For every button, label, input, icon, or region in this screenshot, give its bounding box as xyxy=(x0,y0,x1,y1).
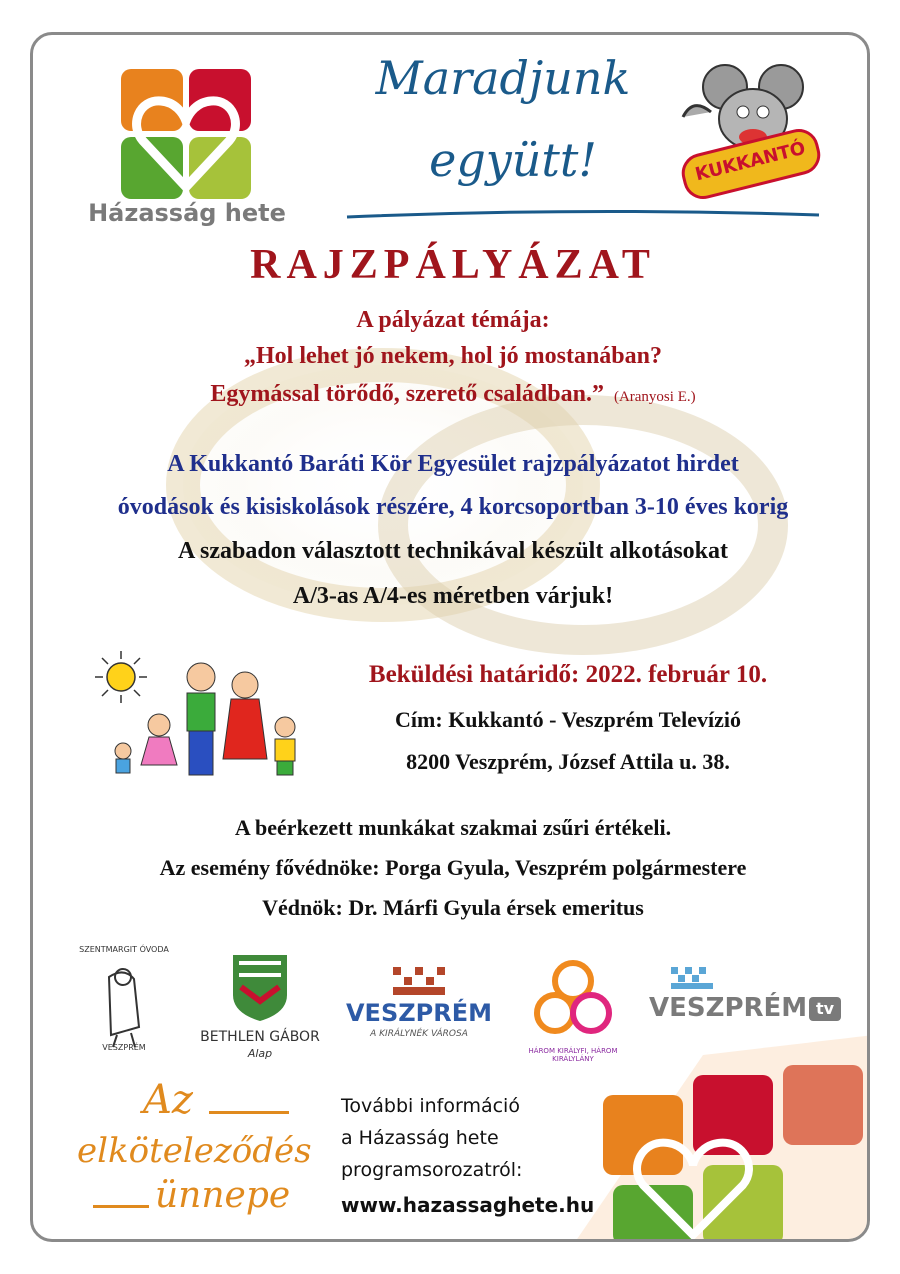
quote-author: (Aranyosi E.) xyxy=(613,389,696,405)
szentmargit-top-text: SZENTMARGIT ÓVODA xyxy=(79,945,169,954)
announcement-line4: A/3-as A/4-es méretben várjuk! xyxy=(292,583,614,609)
szentmargit-ovoda-logo xyxy=(69,947,179,1057)
bethlen-name: BETHLEN GÁBOR xyxy=(200,1029,320,1045)
veszprem-tv-logo xyxy=(649,965,849,1035)
bethlen-gabor-logo xyxy=(193,951,327,1067)
kukkanto-label: KUKKANTÓ xyxy=(678,125,825,204)
footer-info-url[interactable]: www.hazassaghete.hu xyxy=(341,1193,595,1217)
logo-caption: Házasság hete xyxy=(88,199,286,227)
submission-deadline: Beküldési határidő: 2022. február 10. xyxy=(368,661,768,688)
theme-quote-line2: Egymással törődő, szerető családban.” xyxy=(210,381,604,407)
szentmargit-bottom-text: VESZPRÉM xyxy=(102,1043,146,1052)
poster-frame xyxy=(30,32,870,1242)
footer-slogan-dash2 xyxy=(93,1205,149,1208)
announcement-line2: óvodások és kisiskolások részére, 4 korcsoportban 3-10 éves korig xyxy=(117,494,789,520)
jury-line3: Védnök: Dr. Márfi Gyula érsek emeritus xyxy=(262,895,644,920)
submission-address-line2: 8200 Veszprém, József Attila u. 38. xyxy=(406,749,730,774)
crown-icon xyxy=(387,961,451,1001)
veszprem-kiralynek-logo xyxy=(339,961,499,1051)
submission-address-line1: Cím: Kukkantó - Veszprém Televízió xyxy=(395,707,741,732)
slogan-underline xyxy=(343,207,823,223)
footer-slogan-line3: ünnepe xyxy=(155,1175,291,1216)
footer-info-line1: További információ xyxy=(341,1095,520,1117)
footer-slogan-line1: Az xyxy=(143,1077,193,1123)
kukkanto-mascot xyxy=(673,57,823,207)
sun-icon xyxy=(95,651,147,703)
jury-line2: Az esemény fővédnöke: Porga Gyula, Veszprém polgármestere xyxy=(159,855,747,880)
jury-line1: A beérkezett munkákat szakmai zsűri értékeli. xyxy=(234,815,672,840)
footer-info-line3: programsorozatról: xyxy=(341,1159,523,1181)
footer-info-line2: a Házasság hete xyxy=(341,1127,499,1149)
hazassag-hete-logo xyxy=(121,69,251,199)
harom-text: HÁROM KIRÁLYFI, HÁROM KIRÁLYLÁNY xyxy=(528,1047,618,1063)
veszprem-sub: A KIRÁLYNÉK VÁROSA xyxy=(370,1029,468,1039)
checker-icon xyxy=(669,965,719,995)
family-illustration xyxy=(89,647,309,783)
theme-label: A pályázat témája: xyxy=(356,307,550,333)
slogan-line2: együtt! xyxy=(429,133,597,187)
saint-figure-icon xyxy=(69,947,179,1057)
veszprem-name: VESZPRÉM xyxy=(345,999,492,1027)
veszpremtv-name: VESZPRÉM xyxy=(649,993,808,1023)
slogan-line1: Maradjunk xyxy=(375,51,631,105)
shield-icon xyxy=(229,951,291,1023)
footer-slogan-dash1 xyxy=(209,1111,289,1114)
page-title: RAJZPÁLYÁZAT xyxy=(250,242,656,288)
heart-icon xyxy=(121,69,251,199)
bethlen-sub: Alap xyxy=(247,1047,273,1060)
veszpremtv-badge: tv xyxy=(809,997,841,1021)
announcement-line3: A szabadon választott technikával készült alkotásokat xyxy=(177,538,729,564)
announcement-line1: A Kukkantó Baráti Kör Egyesület rajzpályázatot hirdet xyxy=(167,451,739,477)
footer-slogan-line2: elköteleződés xyxy=(77,1131,312,1171)
footer-heart-tiles xyxy=(573,1035,870,1242)
theme-quote-line1: „Hol lehet jó nekem, hol jó mostanában? xyxy=(243,343,662,369)
theme-quote-row xyxy=(33,381,870,408)
